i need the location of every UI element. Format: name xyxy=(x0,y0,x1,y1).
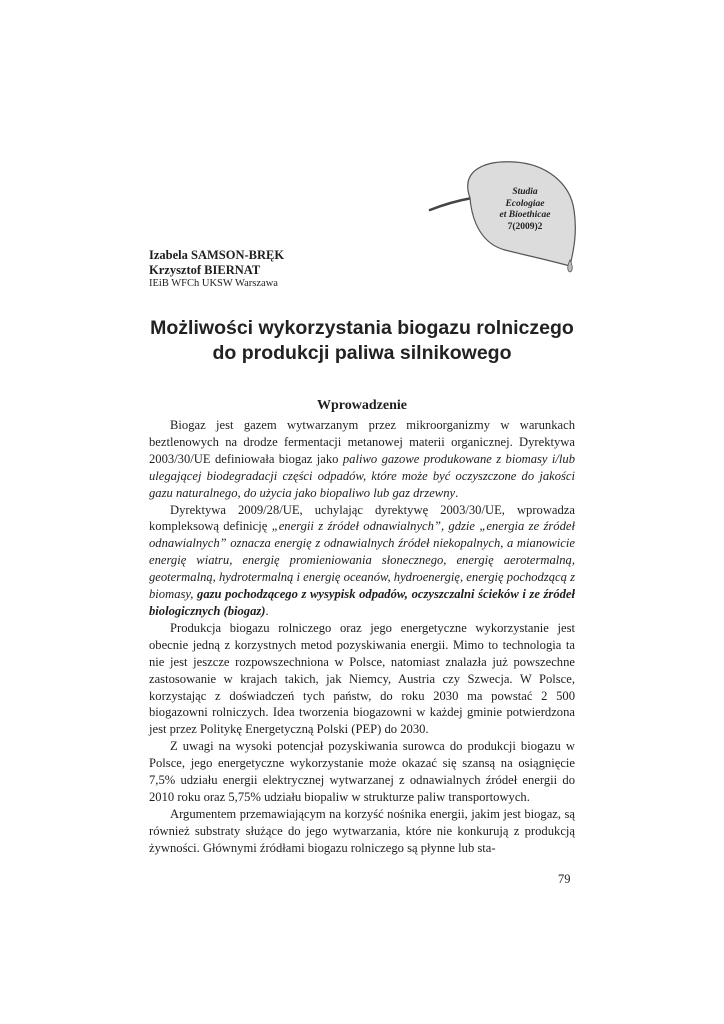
author-name: Krzysztof BIERNAT xyxy=(149,262,261,277)
author-block xyxy=(149,248,284,290)
italic-definition: „energii z źródeł odnawialnych”, gdzie „energia ze źródeł odnawialnych” oznacza energię z odnawialnych źródeł niekopalnych, a mianowicie energię wiatru, energię promieniowania słonecznego, energię aerotermalną, geotermalną, hydrotermalną i energię oceanów, hydroenergię, energię pochodzącą z biomasy, xyxy=(149,519,575,602)
text-run: . xyxy=(455,485,459,500)
journal-name-line: Studia xyxy=(512,187,538,197)
author-affiliation: IEiB WFCh UKSW Warszawa xyxy=(149,278,278,289)
title-line: Możliwości wykorzystania biogazu rolniczego xyxy=(150,317,574,339)
paragraph: Produkcja biogazu rolniczego oraz jego energetyczne wykorzystanie jest obecnie jedną z korzystnych metod pozyskiwania energii. Mimo to technologia ta nie jest jeszcze rozpowszechniona w Polsce, natomiast znalazła już powszechne zastosowanie w krajach takich, jak Niemcy, Austria czy Szwecja. W Polsce, korzystając z doświadczeń tych państw, do roku 2030 ma powstać 2 500 biogazowni rolniczych. Idea tworzenia biogazowni w każdej gminie potwierdzona jest przez Politykę Energetyczną Polski (PEP) do 2030. xyxy=(149,620,575,737)
text-run: . xyxy=(265,603,269,618)
italic-definition: paliwo gazowe produkowane z biomasy i/lub ulegającej biodegradacji części odpadów, które może być oczyszczone do jakości gazu naturalnego, do użycia jako biopaliwo lub gaz drzewny xyxy=(149,451,576,500)
paragraph xyxy=(149,502,575,620)
section-heading: Wprowadzenie xyxy=(317,398,407,413)
paragraph: Z uwagi na wysoki potencjał pozyskiwania surowca do produkcji biogazu w Polsce, jego energetyczne wykorzystanie może okazać się szansą na osiągnięcie 7,5% udziału energii elektrycznej wytwarzanej z odnawialnych źródeł energii do 2010 roku oraz 5,75% udziału biopaliw w strukturze paliw transportowych. xyxy=(149,739,575,804)
article-title xyxy=(110,316,614,366)
paragraph xyxy=(149,417,575,502)
text-run: Biogaz jest gazem wytwarzanym przez mikroorganizmy w warunkach beztlenowych na drodze fermentacji metanowej materii organicznej. Dyrektywa 2003/30/UE definiowała biogaz jako xyxy=(149,418,575,466)
author-name: Izabela SAMSON-BRĘK xyxy=(149,248,285,262)
page-number: 79 xyxy=(558,872,571,886)
journal-label xyxy=(470,187,580,233)
text-run: Dyrektywa 2009/28/UE, uchylając dyrektywę 2003/30/UE, wprowadza kompleksową definicję xyxy=(149,502,575,534)
journal-name-line: et Bioethicae xyxy=(499,210,551,220)
journal-name-line: Ecologiae xyxy=(505,198,545,209)
bold-italic-definition: gazu pochodzącego z wysypisk odpadów, oczyszczalni ścieków i ze źródeł biologicznych (biogaz) xyxy=(149,587,576,618)
title-line: do produkcji paliwa silnikowego xyxy=(212,342,512,364)
journal-volume: 7(2009)2 xyxy=(507,221,543,232)
article-body xyxy=(149,417,575,857)
paragraph: Argumentem przemawiającym na korzyść nośnika energii, jakim jest biogaz, są również substraty służące do jego wytwarzania, które nie konkurują z produkcją żywności. Głównymi źródłami biogazu rolniczego są płynne lub sta- xyxy=(149,806,575,855)
